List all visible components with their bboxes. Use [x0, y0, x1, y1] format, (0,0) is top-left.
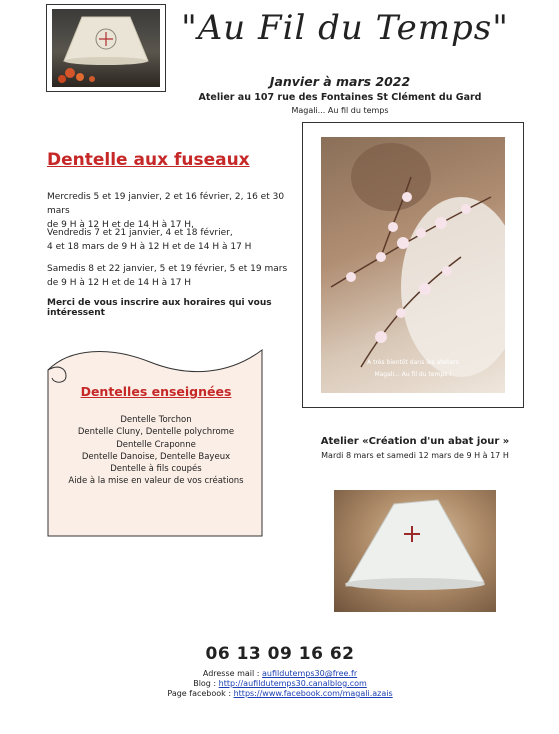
- facebook-line: [120, 689, 440, 698]
- lampshade-workshop-dates: Mardi 8 mars et samedi 12 mars de 9 H à 17 H: [321, 451, 509, 460]
- email-line: [120, 669, 440, 678]
- registration-note: Merci de vous inscrire aux horaires qui vous intéressent: [47, 298, 272, 318]
- lampshade-workshop-title: Atelier «Création d'un abat jour »: [320, 436, 510, 447]
- schedule-line: 4 et 18 mars de 9 H à 12 H et de 14 H à 17 H: [47, 242, 252, 252]
- phone-number[interactable]: 06 13 09 16 62: [205, 644, 355, 664]
- list-item: Dentelle Danoise, Dentelle Bayeux: [81, 451, 231, 462]
- schedule-saturdays: [47, 262, 307, 290]
- taught-laces-heading: Dentelles enseignées: [80, 384, 232, 399]
- blog-line: [120, 679, 440, 688]
- photo-caption-line2: Magali... Au fil du temps !: [374, 371, 452, 378]
- list-item: Dentelle Cluny, Dentelle polychrome: [77, 427, 235, 438]
- fuseaux-heading: Dentelle aux fuseaux: [47, 150, 250, 170]
- list-item: Aide à la mise en valeur de vos créations: [68, 476, 244, 487]
- blog-label: Blog :: [193, 679, 219, 688]
- schedule-line: Vendredis 7 et 21 janvier, 4 et 18 février,: [47, 228, 233, 238]
- tagline: Magali... Au fil du temps: [291, 106, 389, 115]
- schedule-line: de 9 H à 12 H et de 14 H à 17 H: [47, 278, 192, 288]
- blossom-photo: [321, 137, 505, 393]
- list-item: Dentelle Torchon: [120, 415, 192, 425]
- schedule-line: Mercredis 5 et 19 janvier, 2 et 16 février, 2, 16 et 30 mars: [47, 192, 285, 216]
- list-item: Dentelle Craponne: [116, 439, 196, 450]
- period-dates: Janvier à mars 2022: [269, 74, 411, 89]
- taught-laces-list: [48, 414, 264, 488]
- photo-caption-line1: A très bientôt dans les ateliers: [367, 359, 459, 366]
- facebook-link[interactable]: https://www.facebook.com/magali.azais: [233, 689, 393, 698]
- logo-photo-frame: [46, 4, 166, 92]
- blog-link[interactable]: http://aufildutemps30.canalblog.com: [218, 679, 367, 688]
- blossom-photo-frame: [302, 122, 524, 408]
- list-item: Dentelle à fils coupés: [110, 464, 202, 475]
- facebook-label: Page facebook :: [167, 689, 234, 698]
- page-title: "Au Fil du Temps": [181, 8, 509, 48]
- schedule-line: de 9 H à 12 H et de 14 H à 17 H,: [47, 220, 194, 230]
- email-link[interactable]: aufildutemps30@free.fr: [262, 669, 358, 678]
- schedule-line: Samedis 8 et 22 janvier, 5 et 19 février, 5 et 19 mars: [47, 264, 288, 274]
- lampshade-logo-image: [52, 9, 160, 87]
- schedule-fridays: [47, 226, 307, 254]
- workshop-address: Atelier au 107 rue des Fontaines St Clément du Gard: [198, 92, 482, 103]
- lampshade-photo: [334, 490, 496, 612]
- email-label: Adresse mail :: [202, 669, 263, 678]
